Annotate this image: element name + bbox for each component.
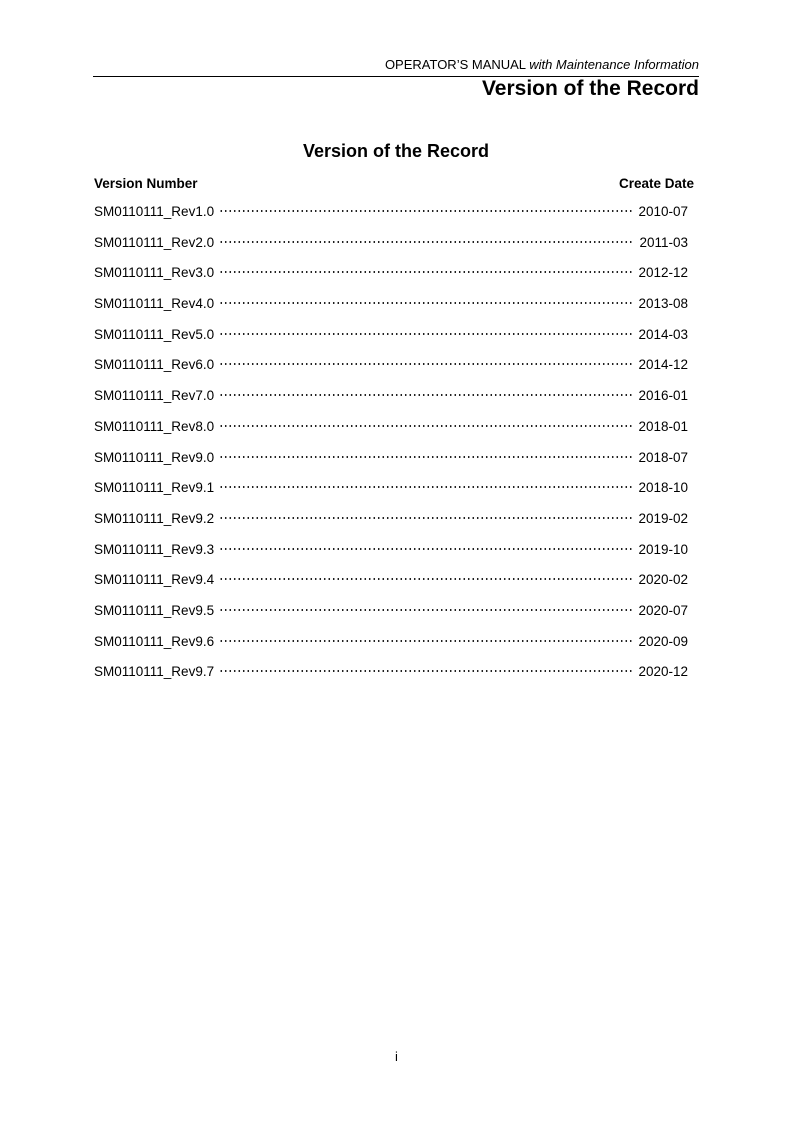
list-item <box>94 203 688 234</box>
version-number: SM0110111_Rev9.1 <box>94 480 215 496</box>
list-item <box>94 571 688 602</box>
running-header <box>93 57 699 73</box>
create-date: 2020-09 <box>638 633 688 649</box>
column-headers <box>94 175 694 193</box>
version-number: SM0110111_Rev9.0 <box>94 449 215 465</box>
list-item <box>94 449 688 480</box>
create-date: 2019-10 <box>638 541 688 557</box>
version-number: SM0110111_Rev9.7 <box>94 664 215 680</box>
dot-leader <box>219 669 632 673</box>
dot-leader <box>219 455 632 459</box>
version-number: SM0110111_Rev8.0 <box>94 418 215 434</box>
create-date: 2010-07 <box>638 204 688 219</box>
dot-leader <box>219 362 632 366</box>
create-date: 2018-01 <box>638 418 688 434</box>
create-date: 2013-08 <box>638 296 688 312</box>
list-item <box>94 633 688 664</box>
dot-leader <box>219 424 632 428</box>
create-date: 2020-07 <box>638 602 688 618</box>
create-date: 2018-10 <box>638 480 688 496</box>
dot-leader <box>219 240 633 244</box>
list-item <box>94 356 688 387</box>
list-item <box>94 387 688 418</box>
manual-label-italic: with Maintenance Information <box>529 57 699 72</box>
manual-label: OPERATOR’S MANUAL <box>384 57 526 72</box>
create-date: 2016-01 <box>638 388 688 404</box>
dot-leader <box>219 209 632 213</box>
version-number: SM0110111_Rev1.0 <box>94 204 215 219</box>
list-item <box>94 602 688 633</box>
create-date: 2014-03 <box>638 326 688 342</box>
version-number: SM0110111_Rev9.4 <box>94 572 215 588</box>
create-date: 2014-12 <box>638 357 688 373</box>
dot-leader <box>219 332 632 336</box>
list-item <box>94 234 688 265</box>
dot-leader <box>219 639 632 643</box>
list-item <box>94 510 688 541</box>
column-header-date: Create Date <box>618 176 694 191</box>
list-item <box>94 663 688 694</box>
version-number: SM0110111_Rev9.5 <box>94 602 215 618</box>
dot-leader <box>219 608 632 612</box>
dot-leader <box>219 485 632 489</box>
list-item <box>94 295 688 326</box>
version-number: SM0110111_Rev9.2 <box>94 510 215 526</box>
section-title: Version of the Record <box>481 77 699 100</box>
version-number: SM0110111_Rev6.0 <box>94 357 215 373</box>
create-date: 2020-02 <box>638 572 688 588</box>
version-number: SM0110111_Rev9.3 <box>94 541 215 557</box>
version-number: SM0110111_Rev3.0 <box>94 265 215 281</box>
create-date: 2019-02 <box>638 510 688 526</box>
version-number: SM0110111_Rev2.0 <box>94 234 215 250</box>
page-number: i <box>395 1049 398 1064</box>
create-date: 2020-12 <box>638 664 688 680</box>
list-item <box>94 326 688 357</box>
column-header-version: Version Number <box>94 176 198 191</box>
list-item <box>94 479 688 510</box>
dot-leader <box>219 393 632 397</box>
dot-leader <box>219 516 632 520</box>
version-number: SM0110111_Rev4.0 <box>94 296 215 312</box>
dot-leader <box>219 270 632 274</box>
list-item <box>94 264 688 295</box>
version-number: SM0110111_Rev7.0 <box>94 388 215 404</box>
list-item <box>94 541 688 572</box>
page-title: Version of the Record <box>302 141 490 161</box>
create-date: 2018-07 <box>638 449 688 465</box>
version-number: SM0110111_Rev9.6 <box>94 633 215 649</box>
dot-leader <box>219 301 632 305</box>
create-date: 2011-03 <box>639 234 688 250</box>
list-item <box>94 418 688 449</box>
version-list <box>94 203 688 694</box>
dot-leader <box>219 577 632 581</box>
version-number: SM0110111_Rev5.0 <box>94 326 215 342</box>
create-date: 2012-12 <box>638 265 688 281</box>
dot-leader <box>219 547 632 551</box>
